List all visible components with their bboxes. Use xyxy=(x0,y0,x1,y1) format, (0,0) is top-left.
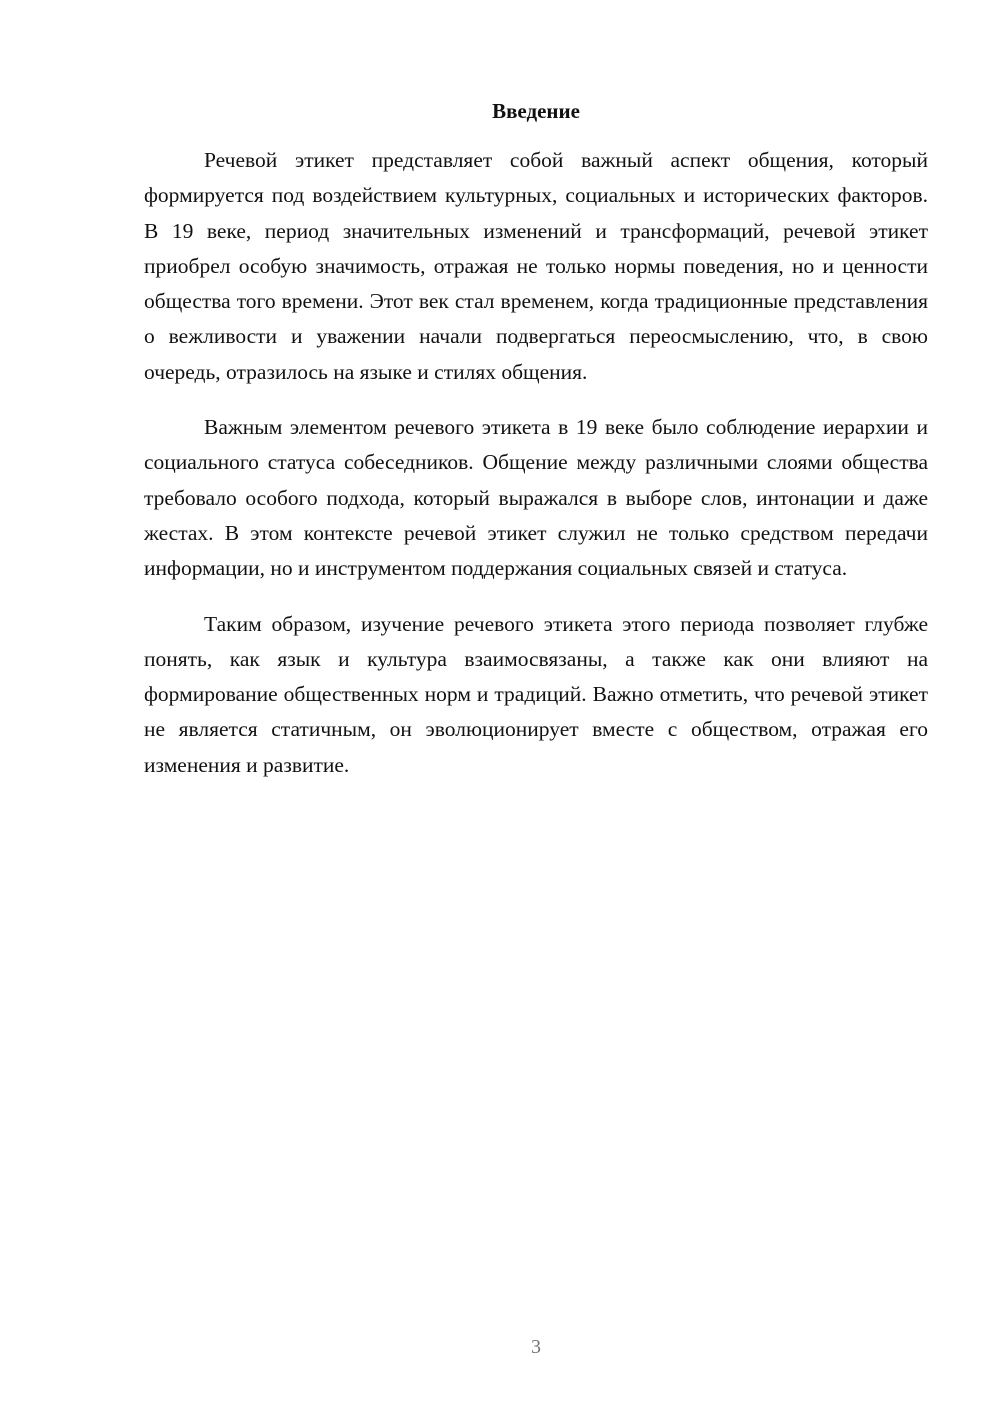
page-number: 3 xyxy=(531,1336,541,1358)
paragraph-2: Важным элементом речевого этикета в 19 веке было соблюдение иерархии и социального статуса собеседников. Общение между различными слоями общества требовало особого подхода, который выражался в выборе слов, интонации и даже жестах. В этом контексте речевой этикет служил не только средством передачи информации, но и инструментом поддержания социальных связей и статуса. xyxy=(144,415,928,581)
body-text xyxy=(144,143,928,803)
page-title: Введение xyxy=(492,99,580,123)
paragraph-3: Таким образом, изучение речевого этикета этого периода позволяет глубже понять, как язык и культура взаимосвязаны, а также как они влияют на формирование общественных норм и традиций. Важно отметить, что речевой этикет не является статичным, он эволюционирует вместе с обществом, отражая его изменения и развитие. xyxy=(144,611,928,777)
paragraph-1: Речевой этикет представляет собой важный аспект общения, который формируется под воздействием культурных, социальных и исторических факторов. В 19 веке, период значительных изменений и трансформаций, речевой этикет приобрел особую значимость, отражая не только нормы поведения, но и ценности общества того времени. Этот век стал временем, когда традиционные представления о вежливости и уважении начали подвергаться переосмыслению, что, в свою очередь, отразилось на языке и стилях общения. xyxy=(144,148,928,384)
